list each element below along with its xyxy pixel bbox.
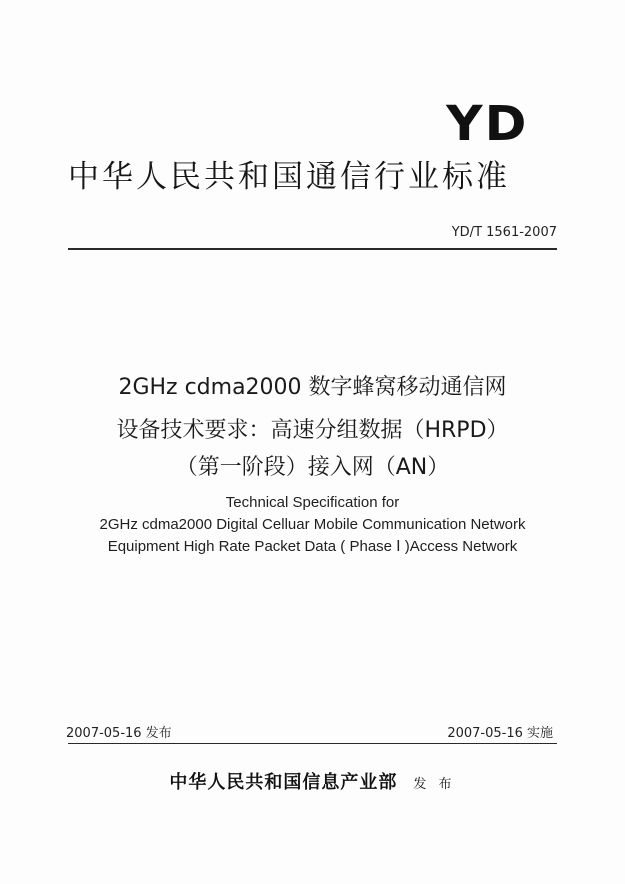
issuing-standard-header: 中华人民共和国通信行业标准: [68, 159, 510, 195]
publisher-line: [0, 768, 625, 794]
implementation-date: 2007-05-16 实施: [447, 726, 553, 741]
issue-date: 2007-05-16 发布: [66, 726, 172, 741]
footer-divider: [68, 743, 557, 744]
english-title-line-2: 2GHz cdma2000 Digital Celluar Mobile Communication Network: [99, 516, 526, 533]
standard-code: YD/T 1561-2007: [451, 225, 557, 240]
chinese-title-line-3: （第一阶段）接入网（AN）: [175, 455, 450, 480]
english-title-line-3: Equipment High Rate Packet Data ( Phase Ⅰ )Access Network: [107, 538, 518, 555]
chinese-title-line-2: 设备技术要求：高速分组数据（HRPD）: [116, 418, 509, 443]
english-title-line-1: Technical Specification for: [225, 494, 400, 511]
yd-logo: YD: [446, 96, 529, 152]
publish-label: 发 布: [413, 777, 456, 792]
header-divider: [68, 248, 557, 250]
chinese-title-line-1: 2GHz cdma2000 数字蜂窝移动通信网: [118, 375, 507, 400]
publisher-name: 中华人民共和国信息产业部: [169, 772, 398, 793]
